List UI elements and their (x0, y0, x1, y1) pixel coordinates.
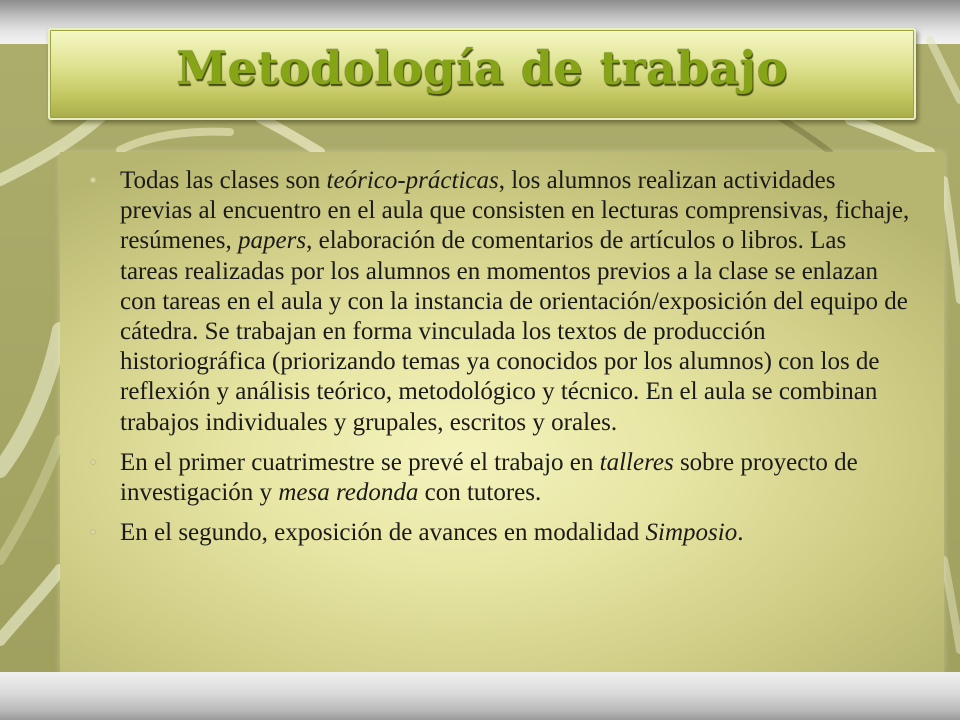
content-panel (60, 152, 944, 672)
bullet-text: En el primer cuatrimestre se prevé el trabajo en (120, 448, 600, 476)
slide-title: Metodología de trabajo (176, 41, 788, 95)
bullet-emphasis: papers (238, 227, 307, 255)
bottom-gradient-band (0, 672, 960, 720)
bullet-text: En el segundo, exposición de avances en modalidad (120, 519, 646, 547)
bullet-icon (90, 177, 96, 183)
bullet-emphasis: teórico-prácticas (326, 167, 499, 194)
bullet-icon (90, 529, 96, 535)
bullet-icon (90, 459, 96, 465)
bullet-emphasis: Simposio (645, 519, 738, 547)
bullet-item (120, 166, 910, 438)
bullet-text: , los alumnos realizan actividades previas al encuentro en el aula que consisten en lecturas comprensivas, fichaje, resúmenes, (120, 167, 910, 255)
bullet-item (120, 448, 910, 508)
bullet-text: Todas las clases son (120, 167, 327, 194)
bullet-text: con tutores. (418, 479, 542, 507)
bullet-item (120, 518, 910, 548)
bullet-text: sobre proyecto de investigación y (120, 448, 858, 507)
bullet-list (120, 166, 910, 558)
bullet-emphasis: mesa redonda (278, 479, 419, 507)
bullet-text: . (737, 519, 744, 547)
title-banner (48, 28, 916, 120)
bullet-text: , elaboración de comentarios de artículos o libros. Las tareas realizadas por los alumnos en momentos previos a la clase se enlazan con tareas en el aula y con la instancia de orientación/exposición del equipo de cátedra. Se trabajan en forma vinculada los textos de producción historiográfica (priorizando temas ya conocidos por los alumnos) con los de reflexión y análisis teórico, metodológico y técnico. En el aula se combinan trabajos individuales y grupales, escritos y orales. (120, 227, 908, 436)
bullet-emphasis: talleres (599, 448, 674, 476)
